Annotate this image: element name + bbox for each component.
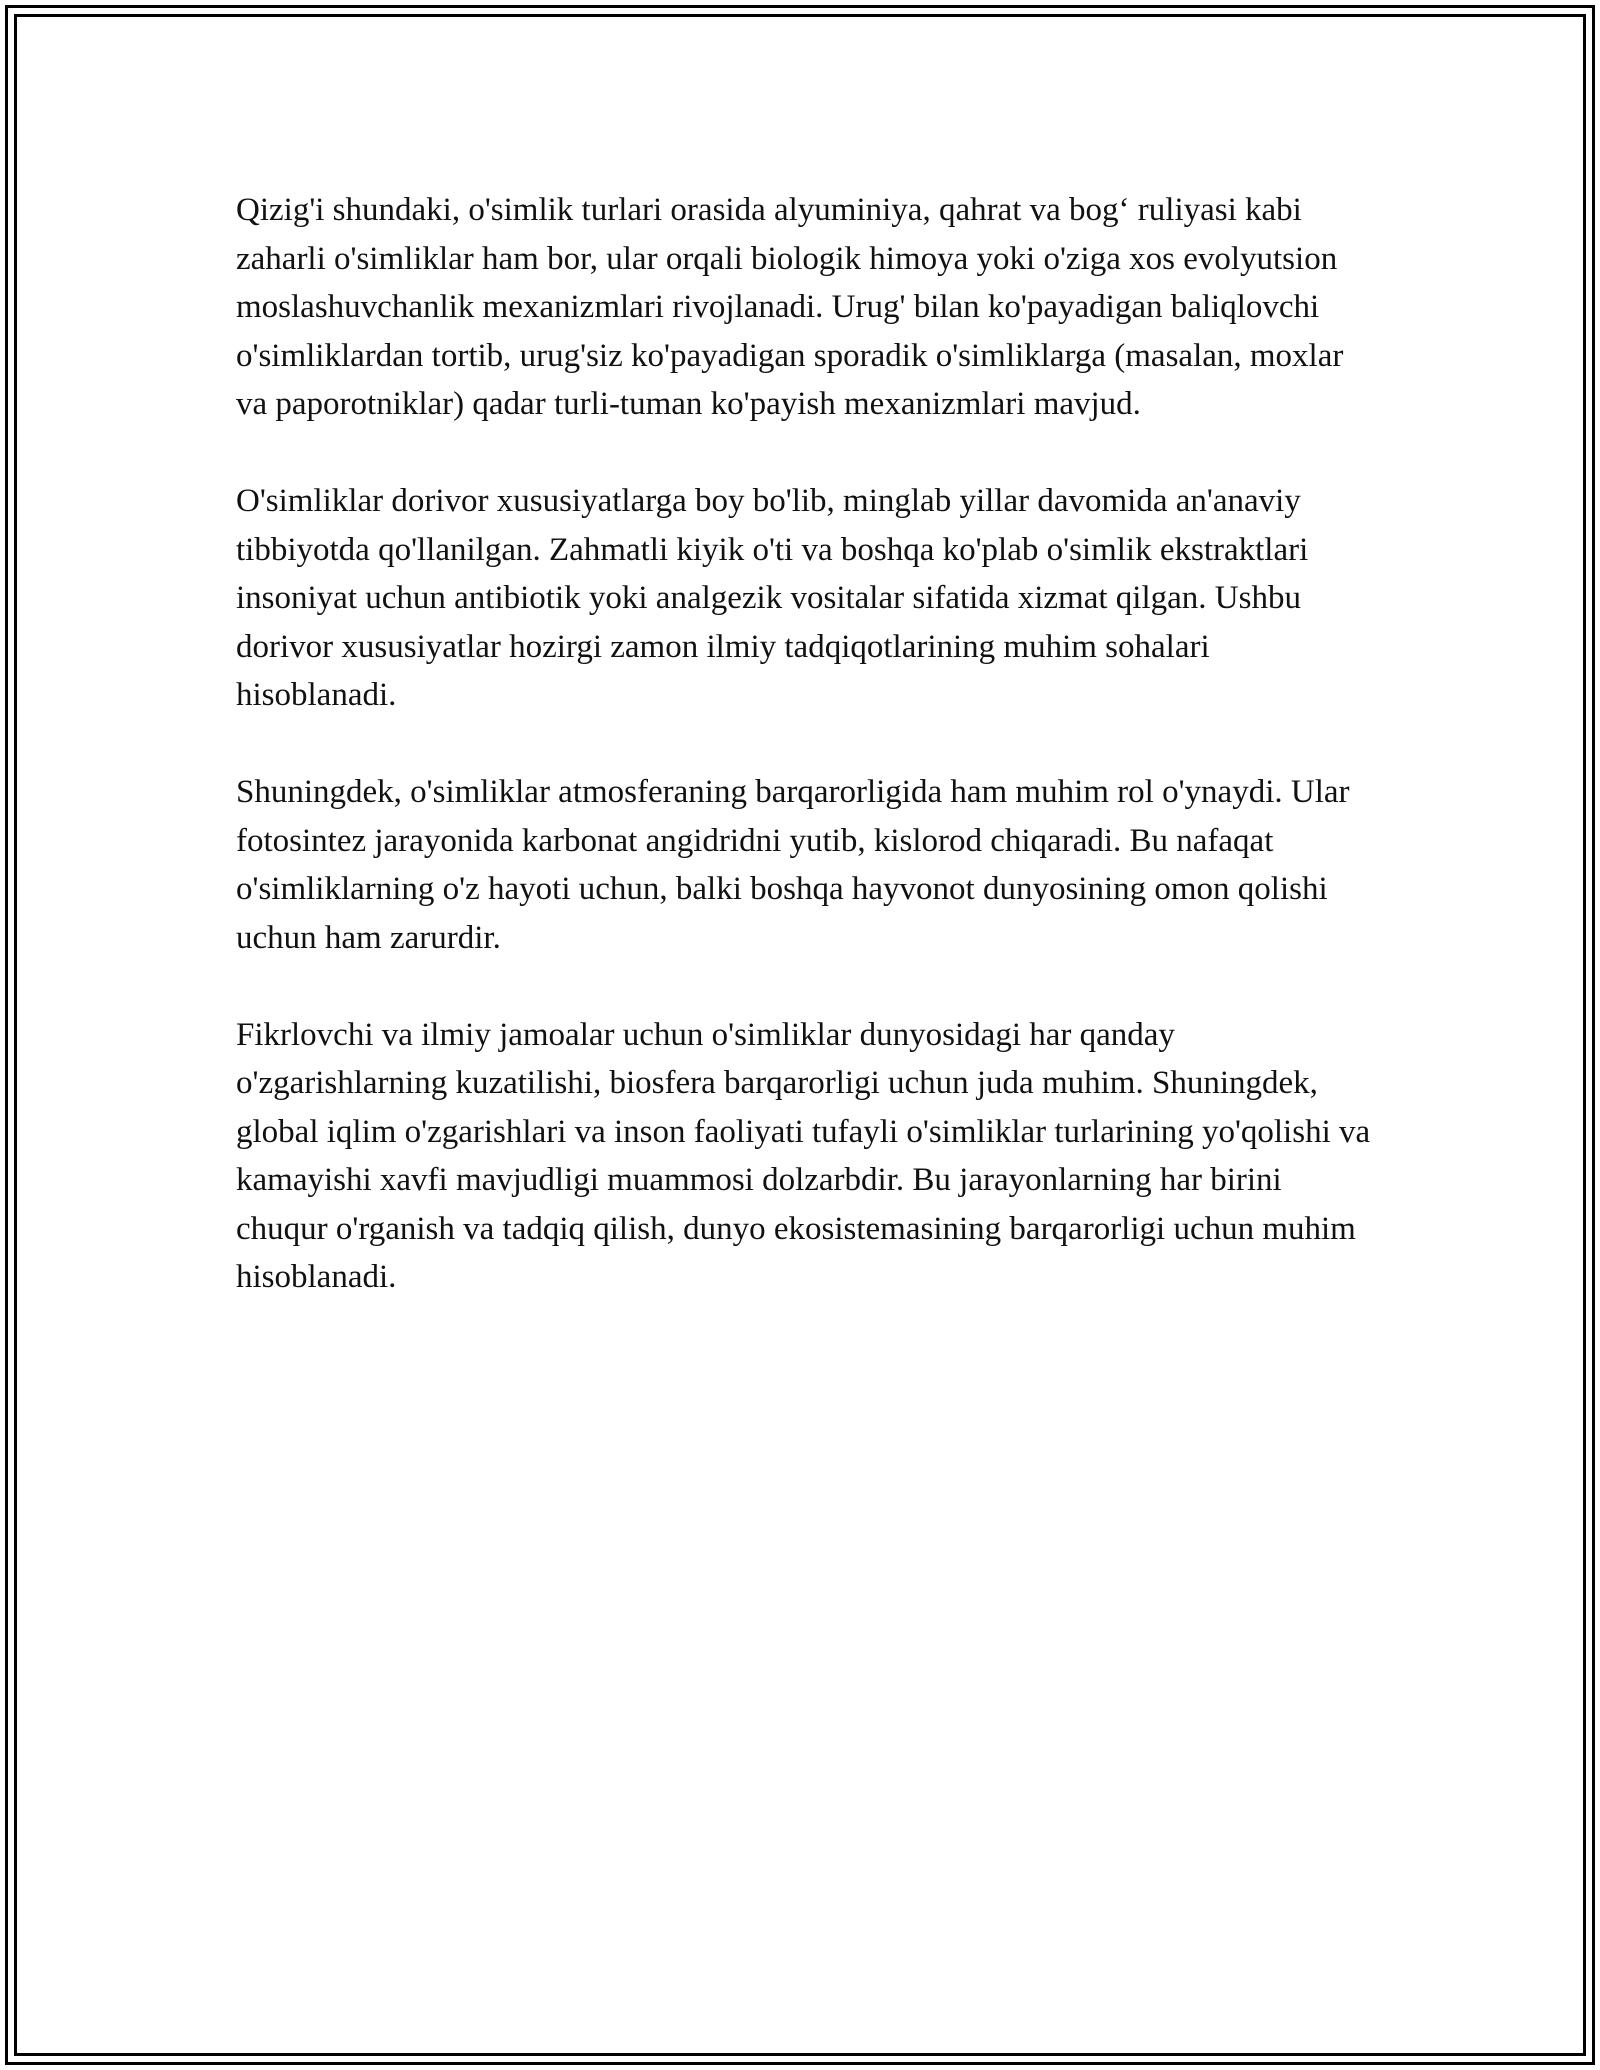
paragraph-4: Fikrlovchi va ilmiy jamoalar uchun o'simliklar dunyosidagi har qanday o'zgarishlarning kuzatilishi, biosfera barqarorligi uchun juda muhim. Shuningdek, global iqlim o'zgarishlari va inson faoliyati tufayli o'simliklar turlarining yo'qolishi va kamayishi xavfi mavjudligi muammosi dolzarbdir. Bu jarayonlarning har birini chuqur o'rganish va tadqiq qilish, dunyo ekosistemasining barqarorligi uchun muhim hisoblanadi.	[236, 1016, 1371, 1295]
paragraph-2: O'simliklar dorivor xususiyatlarga boy bo'lib, minglab yillar davomida an'anaviy tibbiyotda qo'llanilgan. Zahmatli kiyik o'ti va boshqa ko'plab o'simlik ekstraktlari insoniyat uchun antibiotik yoki analgezik vositalar sifatida xizmat qilgan. Ushbu dorivor xususiyatlar hozirgi zamon ilmiy tadqiqotlarining muhim sohalari hisoblanadi.	[236, 483, 1309, 713]
paragraph-3: Shuningdek, o'simliklar atmosferaning barqarorligida ham muhim rol o'ynaydi. Ular fotosintez jarayonida karbonat angidridni yutib, kislorod chiqaradi. Bu nafaqat o'simliklarning o'z hayoti uchun, balki boshqa hayvonot dunyosining omon qolishi uchun ham zarurdir.	[236, 774, 1350, 956]
document-body	[236, 186, 1376, 1350]
paragraph-1: Qizig'i shundaki, o'simlik turlari orasida alyuminiya, qahrat va bog‘ ruliyasi kabi zaharli o'simliklar ham bor, ular orqali biologik himoya yoki o'ziga xos evolyutsion moslashuvchanlik mexanizmlari rivojlanadi. Urug' bilan ko'payadigan baliqlovchi o'simliklardan tortib, urug'siz ko'payadigan sporadik o'simliklarga (masalan, moxlar va paporotniklar) qadar turli-tuman ko'payish mexanizmlari mavjud.	[236, 192, 1344, 422]
